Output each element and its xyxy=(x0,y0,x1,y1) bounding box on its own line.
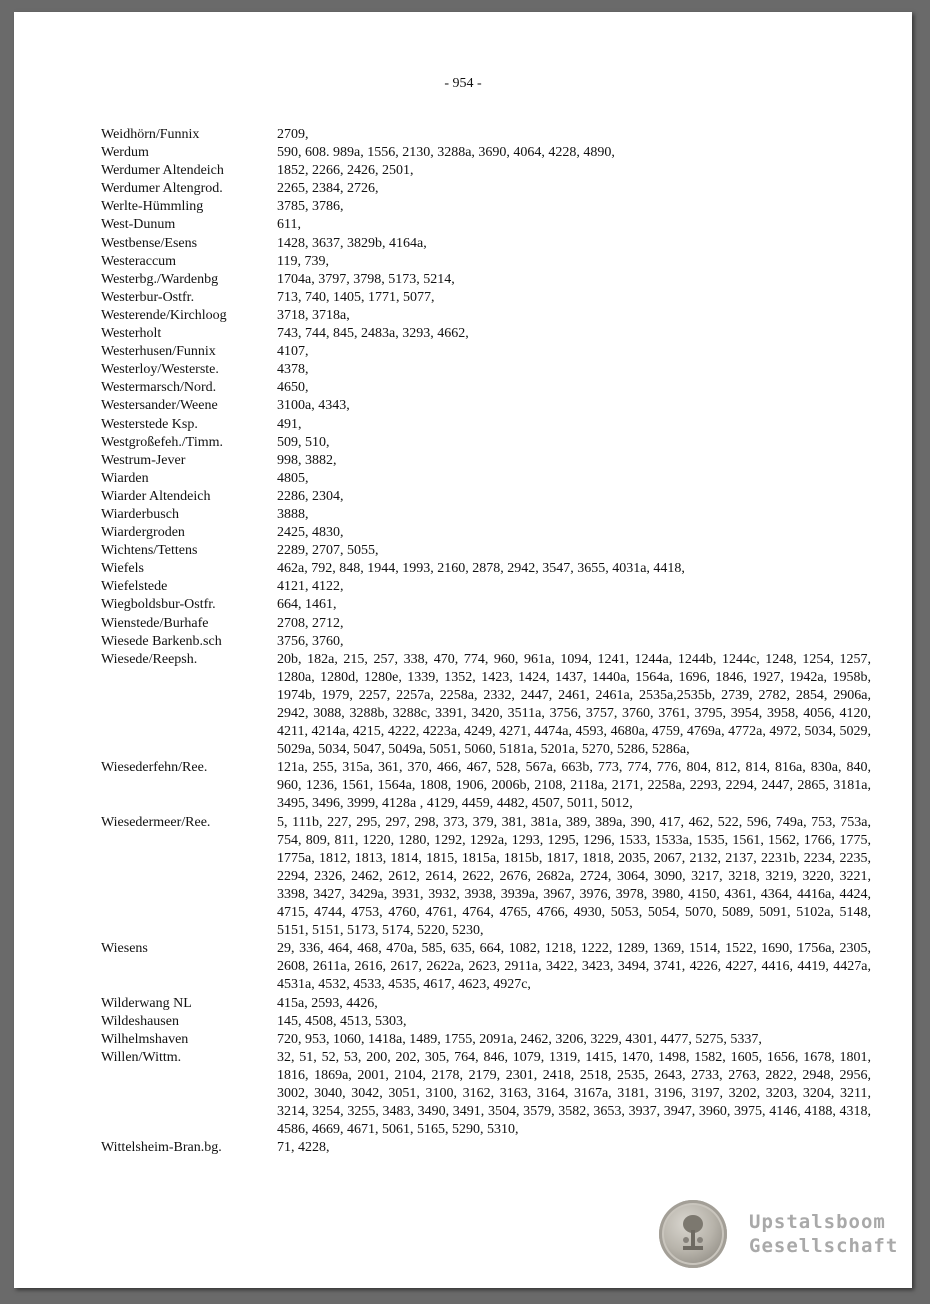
reference-numbers: 119, 739, xyxy=(277,253,329,269)
reference-numbers: 4121, 4122, xyxy=(277,579,344,595)
reference-numbers: 720, 953, 1060, 1418a, 1489, 1755, 2091a, 2462, 3206, 3229, 4301, 4477, 5275, 5337, xyxy=(277,1031,762,1047)
index-entry xyxy=(101,596,871,614)
index-entry xyxy=(101,198,871,216)
place-name: Wilhelmshaven xyxy=(101,1031,189,1047)
reference-numbers: 32, 51, 52, 53, 200, 202, 305, 764, 846, 1079, 1319, 1415, 1470, 1498, 1582, 1605, 1656, 1678, 1801, 1816, 1869a, 2001, 2104, 2178, 2179, 2301, 2418, 2518, 2535, 2643, 2733, 2763, 2822, 2948, 2956, 3002, 3040, 3042, 3051, 3100, 3162, 3163, 3164, 3167a, 3181, 3196, 3197, 3202, 3203, 3204, 3211, 3214, 3254, 3255, 3483, 3490, 3491, 3504, 3579, 3582, 3653, 3937, 3947, 3960, 3975, 4146, 4188, 4318, 4586, 4669, 4671, 5061, 5165, 5290, 5310, xyxy=(277,1049,871,1138)
index-entry xyxy=(101,1139,871,1157)
index-entry xyxy=(101,814,871,941)
reference-numbers: 743, 744, 845, 2483a, 3293, 4662, xyxy=(277,326,469,342)
place-name: Wildeshausen xyxy=(101,1013,179,1029)
index-entries xyxy=(101,126,871,1157)
place-name: Westermarsch/Nord. xyxy=(101,380,217,396)
reference-numbers: 4805, xyxy=(277,470,309,486)
index-entry xyxy=(101,524,871,542)
index-entry xyxy=(101,180,871,198)
page-number: - 954 - xyxy=(444,76,482,91)
reference-numbers: 998, 3882, xyxy=(277,452,337,468)
place-name: Westerbg./Wardenbg xyxy=(101,271,219,287)
place-name: Wiesede Barkenb.sch xyxy=(101,633,222,649)
place-name: Westerhusen/Funnix xyxy=(101,344,216,360)
index-entry xyxy=(101,289,871,307)
place-name: Wiesedermeer/Ree. xyxy=(101,814,211,830)
logo-line-1: Upstalsboom xyxy=(749,1211,886,1233)
reference-numbers: 1428, 3637, 3829b, 4164a, xyxy=(277,235,427,251)
index-entry xyxy=(101,379,871,397)
index-entry xyxy=(101,162,871,180)
index-entry xyxy=(101,416,871,434)
place-name: Wiardergroden xyxy=(101,525,185,541)
reference-numbers: 3888, xyxy=(277,506,309,522)
index-entry xyxy=(101,651,871,760)
place-name: Wilderwang NL xyxy=(101,995,192,1011)
reference-numbers: 2286, 2304, xyxy=(277,488,344,504)
place-name: Westbense/Esens xyxy=(101,235,198,251)
reference-numbers: 713, 740, 1405, 1771, 5077, xyxy=(277,289,435,305)
reference-numbers: 664, 1461, xyxy=(277,597,337,613)
place-name: Westrum-Jever xyxy=(101,452,186,468)
reference-numbers: 3785, 3786, xyxy=(277,199,344,215)
place-name: Wiarderbusch xyxy=(101,506,179,522)
place-name: Weidhörn/Funnix xyxy=(101,127,200,142)
place-name: Westerende/Kirchloog xyxy=(101,307,227,323)
place-name: Werdum xyxy=(101,145,149,161)
reference-numbers: 491, xyxy=(277,416,302,432)
reference-numbers: 4378, xyxy=(277,362,309,378)
reference-numbers: 29, 336, 464, 468, 470a, 585, 635, 664, 1082, 1218, 1222, 1289, 1369, 1514, 1522, 1690, 1756a, 2305, 2608, 2611a, 2616, 2617, 2622a, 2623, 2911a, 3422, 3423, 3494, 3741, 4226, 4227, 4416, 4419, 4427a, 4531a, 4532, 4533, 4535, 4617, 4623, 4927c, xyxy=(277,941,871,993)
index-entry xyxy=(101,759,871,813)
index-entry xyxy=(101,1049,871,1139)
index-entry xyxy=(101,578,871,596)
place-name: Westerholt xyxy=(101,326,162,342)
index-entry xyxy=(101,126,871,144)
index-entry xyxy=(101,470,871,488)
reference-numbers: 4107, xyxy=(277,344,309,360)
index-entry xyxy=(101,615,871,633)
place-name: Wienstede/Burhafe xyxy=(101,615,209,631)
index-entry xyxy=(101,488,871,506)
upstalsboom-seal-icon xyxy=(659,1200,727,1268)
logo-line-2: Gesellschaft xyxy=(749,1235,899,1257)
reference-numbers: 3100a, 4343, xyxy=(277,398,350,414)
reference-numbers: 145, 4508, 4513, 5303, xyxy=(277,1013,407,1029)
place-name: Wiefels xyxy=(101,561,144,577)
place-name: Wiarder Altendeich xyxy=(101,488,211,504)
reference-numbers: 20b, 182a, 215, 257, 338, 470, 774, 960, 961a, 1094, 1241, 1244a, 1244b, 1244c, 1248, 1254, 1257, 1280a, 1280d, 1280e, 1339, 1352, 1423, 1424, 1437, 1440a, 1564a, 1696, 1846, 1927, 1942a, 1958b, 1974b, 1979, 2257, 2257a, 2258a, 2332, 2447, 2461, 2461a, 2535a,2535b, 2739, 2782, 2854, 2906a, 2942, 3088, 3288b, 3288c, 3391, 3420, 3511a, 3756, 3757, 3760, 3761, 3795, 3954, 3958, 4056, 4120, 4211, 4214a, 4215, 4222, 4223a, 4249, 4271, 4474a, 4593, 4680a, 4759, 4769a, 4772a, 4972, 5034, 5029, 5029a, 5034, 5047, 5049a, 5051, 5060, 5181a, 5201a, 5270, 5286, 5286a, xyxy=(277,651,871,758)
index-entry xyxy=(101,271,871,289)
reference-numbers: 2265, 2384, 2726, xyxy=(277,181,379,197)
logo-text xyxy=(749,1210,898,1258)
index-entry xyxy=(101,253,871,271)
place-name: Wiesens xyxy=(101,941,148,957)
place-name: Wichtens/Tettens xyxy=(101,543,198,559)
place-name: West-Dunum xyxy=(101,217,176,233)
reference-numbers: 71, 4228, xyxy=(277,1140,330,1156)
place-name: Willen/Wittm. xyxy=(101,1049,182,1065)
place-name: Werlte-Hümmling xyxy=(101,199,204,215)
place-name: Westersander/Weene xyxy=(101,398,218,414)
reference-numbers: 611, xyxy=(277,217,301,233)
reference-numbers: 462a, 792, 848, 1944, 1993, 2160, 2878, 2942, 3547, 3655, 4031a, 4418, xyxy=(277,561,685,577)
place-name: Westeraccum xyxy=(101,253,177,269)
index-entry xyxy=(101,397,871,415)
place-name: Wiegboldsbur-Ostfr. xyxy=(101,597,216,613)
reference-numbers: 2289, 2707, 5055, xyxy=(277,543,379,559)
reference-numbers: 2425, 4830, xyxy=(277,525,344,541)
reference-numbers: 590, 608. 989a, 1556, 2130, 3288a, 3690, 4064, 4228, 4890, xyxy=(277,145,615,161)
place-name: Westerbur-Ostfr. xyxy=(101,289,195,305)
index-entry xyxy=(101,452,871,470)
document-page xyxy=(14,12,912,1288)
reference-numbers: 415a, 2593, 4426, xyxy=(277,995,378,1011)
reference-numbers: 5, 111b, 227, 295, 297, 298, 373, 379, 381, 381a, 389, 389a, 390, 417, 462, 522, 596, 749a, 753, 753a, 754, 809, 811, 1220, 1280, 1292, 1292a, 1293, 1295, 1296, 1533, 1533a, 1535, 1561, 1562, 1766, 1775, 1775a, 1812, 1813, 1814, 1815, 1815a, 1815b, 1817, 1818, 2035, 2067, 2132, 2137, 2231b, 2234, 2235, 2294, 2326, 2462, 2612, 2614, 2622, 2676, 2682a, 2724, 3064, 3090, 3217, 3218, 3219, 3220, 3221, 3398, 3427, 3429a, 3931, 3932, 3938, 3939a, 3967, 3976, 3978, 3980, 4150, 4361, 4364, 4416a, 4424, 4715, 4744, 4753, 4760, 4761, 4764, 4765, 4766, 4930, 5053, 5054, 5070, 5089, 5091, 5102a, 5148, 5151, 5151, 5173, 5174, 5220, 5230, xyxy=(277,814,871,939)
tree-icon xyxy=(681,1214,705,1254)
place-name: Westerloy/Westerste. xyxy=(101,362,219,378)
reference-numbers: 121a, 255, 315a, 361, 370, 466, 467, 528, 567a, 663b, 773, 774, 776, 804, 812, 814, 816a, 830a, 840, 960, 1236, 1561, 1564a, 1808, 1906, 2006b, 2108, 2118a, 2171, 2258a, 2293, 2294, 2447, 2865, 3181a, 3495, 3496, 3999, 4128a , 4129, 4459, 4482, 4507, 5011, 5012, xyxy=(277,760,871,812)
place-name: Wiesede/Reepsh. xyxy=(101,651,198,667)
reference-numbers: 2708, 2712, xyxy=(277,615,344,631)
index-entry xyxy=(101,307,871,325)
index-entry xyxy=(101,1031,871,1049)
reference-numbers: 1704a, 3797, 3798, 5173, 5214, xyxy=(277,271,455,287)
index-entry xyxy=(101,542,871,560)
index-entry xyxy=(101,434,871,452)
index-entry xyxy=(101,506,871,524)
place-name: Werdumer Altengrod. xyxy=(101,181,223,197)
place-name: Wittelsheim-Bran.bg. xyxy=(101,1140,222,1156)
index-entry xyxy=(101,144,871,162)
index-entry xyxy=(101,633,871,651)
index-entry xyxy=(101,235,871,253)
place-name: Westgroßefeh./Timm. xyxy=(101,434,224,450)
index-entry xyxy=(101,216,871,234)
index-entry xyxy=(101,361,871,379)
place-name: Werdumer Altendeich xyxy=(101,163,224,179)
place-name: Westerstede Ksp. xyxy=(101,416,198,432)
index-entry xyxy=(101,940,871,994)
reference-numbers: 3756, 3760, xyxy=(277,633,344,649)
index-entry xyxy=(101,560,871,578)
index-entry xyxy=(101,995,871,1013)
reference-numbers: 1852, 2266, 2426, 2501, xyxy=(277,163,414,179)
reference-numbers: 509, 510, xyxy=(277,434,330,450)
place-name: Wiarden xyxy=(101,470,149,486)
index-entry xyxy=(101,1013,871,1031)
upstalsboom-logo xyxy=(659,1200,898,1268)
place-name: Wiefelstede xyxy=(101,579,168,595)
reference-numbers: 3718, 3718a, xyxy=(277,307,350,323)
index-entry xyxy=(101,343,871,361)
place-name: Wiesederfehn/Ree. xyxy=(101,760,208,776)
reference-numbers: 2709, xyxy=(277,127,309,142)
index-entry xyxy=(101,325,871,343)
reference-numbers: 4650, xyxy=(277,380,309,396)
